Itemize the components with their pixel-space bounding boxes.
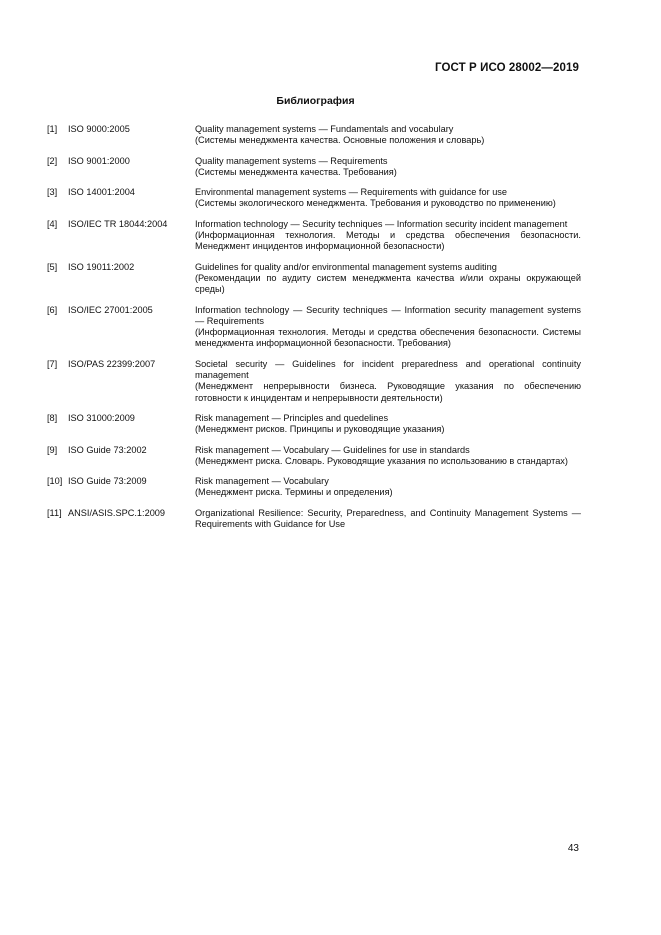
reference-number: [7] xyxy=(47,358,58,369)
reference-title-ru: (Информационная технология. Методы и средства обеспечения безопасности. Системы менеджмента информационной безопасности. Требования) xyxy=(195,327,581,349)
reference-code: ISO/IEC TR 18044:2004 xyxy=(68,218,168,229)
reference-title-ru: (Менеджмент рисков. Принципы и руководящие указания) xyxy=(195,424,445,435)
reference-title-ru: (Системы менеджмента качества. Основные положения и словарь) xyxy=(195,135,485,146)
reference-code: ISO 9000:2005 xyxy=(68,124,130,134)
reference-title-en: Environmental management systems — Requirements with guidance for use xyxy=(195,187,508,198)
reference-code: ISO/PAS 22399:2007 xyxy=(68,358,156,369)
reference-title-ru: (Менеджмент риска. Термины и определения) xyxy=(195,487,393,498)
reference-title-ru: (Системы экологического менеджмента. Требования и руководство по применению) xyxy=(195,198,556,209)
reference-item-2 xyxy=(47,156,581,179)
reference-item-8 xyxy=(47,413,581,436)
reference-item-6 xyxy=(47,305,581,350)
reference-code: ISO Guide 73:2002 xyxy=(68,444,147,455)
reference-title-en: Guidelines for quality and/or environmental management systems auditing xyxy=(195,261,497,272)
reference-code: ISO 19011:2002 xyxy=(68,261,135,272)
reference-number: [1] xyxy=(47,124,58,134)
reference-item-10 xyxy=(47,476,581,499)
reference-item-1 xyxy=(47,124,581,147)
reference-title-ru: (Системы менеджмента качества. Требования) xyxy=(195,166,397,177)
document-code: ГОСТ Р ИСО 28002—2019 xyxy=(434,62,579,74)
reference-title-en: Organizational Resilience: Security, Preparedness, and Continuity Management Systems — Requirements with Guidance for Use xyxy=(195,507,581,530)
reference-code: ISO 14001:2004 xyxy=(68,187,135,198)
reference-title-en: Risk management — Vocabulary xyxy=(195,476,329,487)
reference-item-7 xyxy=(47,359,581,404)
reference-item-9 xyxy=(47,445,581,468)
reference-title-en: Risk management — Principles and quedelines xyxy=(195,412,389,423)
reference-number: [6] xyxy=(47,304,58,315)
reference-number: [4] xyxy=(47,218,58,229)
reference-code: ISO 9001:2000 xyxy=(68,155,130,166)
reference-code: ISO/IEC 27001:2005 xyxy=(68,304,153,315)
reference-code: ANSI/ASIS.SPC.1:2009 xyxy=(68,507,166,518)
reference-title-en: Societal security — Guidelines for incident preparedness and operational continuity management xyxy=(195,358,581,381)
reference-code: ISO Guide 73:2009 xyxy=(68,476,147,487)
reference-title-ru: (Менеджмент непрерывности бизнеса. Руководящие указания по обеспечению готовности к инцидентам и непрерывности деятельности) xyxy=(195,381,581,403)
reference-number: [9] xyxy=(47,444,58,455)
reference-code: ISO 31000:2009 xyxy=(68,412,135,423)
reference-title-ru: (Информационная технология. Методы и средства обеспечения безопасности. Менеджмент инцидентов информационной безопасности) xyxy=(195,230,581,252)
reference-item-4 xyxy=(47,219,581,253)
reference-title-en: Risk management — Vocabulary — Guidelines for use in standards xyxy=(195,444,470,455)
reference-title-en: Quality management systems — Fundamentals and vocabulary xyxy=(195,124,454,134)
reference-item-5 xyxy=(47,262,581,296)
bibliography-list xyxy=(47,124,581,539)
page-title: Библиография xyxy=(276,95,355,107)
reference-title-en: Information technology — Security techniques — Information security incident management xyxy=(195,218,568,229)
reference-number: [11] xyxy=(47,507,62,518)
reference-number: [10] xyxy=(47,476,63,487)
page-number: 43 xyxy=(567,843,579,854)
reference-title-ru: (Рекомендации по аудиту систем менеджмента качества и/или охраны окружающей среды) xyxy=(195,272,581,295)
reference-title-en: Information technology — Security techniques — Information security management systems — Requirements xyxy=(195,304,581,326)
reference-number: [5] xyxy=(47,261,58,272)
reference-number: [2] xyxy=(47,155,58,166)
reference-title-ru: (Менеджмент риска. Словарь. Руководящие указания по использованию в стандартах) xyxy=(195,455,568,466)
reference-item-11 xyxy=(47,508,581,531)
reference-number: [8] xyxy=(47,412,58,423)
reference-title-en: Quality management systems — Requirements xyxy=(195,155,388,166)
reference-item-3 xyxy=(47,187,581,210)
reference-number: [3] xyxy=(47,187,58,198)
